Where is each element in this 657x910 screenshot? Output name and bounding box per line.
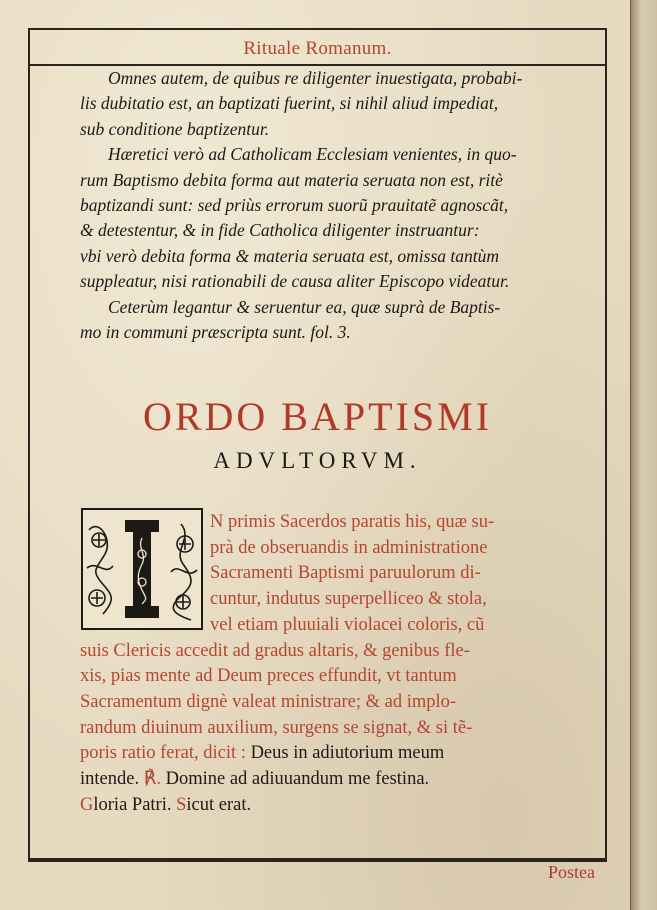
text-line: randum diuinum auxilium, surgens se signat, & si tẽ- xyxy=(80,717,473,738)
text-line: vbi verò debita forma & materia seruata est, omissa tantùm xyxy=(80,245,500,266)
rubric-paragraph-1 xyxy=(80,66,580,142)
prayer-text: loria Patri. xyxy=(93,794,172,815)
text-line: sub conditione baptizentur. xyxy=(80,118,270,139)
rubric-body xyxy=(80,510,580,818)
text-line: N primis Sacerdos paratis his, quæ su- xyxy=(210,512,495,532)
text-line: mo in communi præscripta sunt. fol. 3. xyxy=(80,322,351,343)
prayer-text: icut erat. xyxy=(186,794,252,815)
text-line: rum Baptismo debita forma aut materia seruata non est, ritè xyxy=(80,169,503,190)
text-line: Hæretici verò ad Catholicam Ecclesiam venientes, in quo- xyxy=(108,144,517,165)
text-line: vel etiam pluuiali violacei coloris, cũ xyxy=(210,614,485,635)
text-line: baptizandi sunt: sed priùs errorum suorũ prauitatẽ agnoscãt, xyxy=(80,195,509,216)
text-line xyxy=(80,793,580,819)
text-line: Ceterùm legantur & seruentur ea, quæ suprà de Baptis- xyxy=(108,296,501,317)
text-line: suppleatur, nisi rationabili de causa aliter Episcopo videatur. xyxy=(80,271,510,292)
red-initial: S xyxy=(176,794,187,815)
response-symbol: ℟. xyxy=(143,769,161,790)
text-line: suis Clericis accedit ad gradus altaris, & genibus fle- xyxy=(80,640,470,661)
running-head: Rituale Romanum. xyxy=(243,38,392,59)
prayer-text: Deus in adiutorium meum xyxy=(250,743,445,764)
text-line: lis dubitatio est, an baptizati fuerint, si nihil aliud impediat, xyxy=(80,93,499,114)
text-line: cuntur, indutus superpelliceo & stola, xyxy=(210,589,487,610)
text-line xyxy=(80,767,580,793)
text-line: Sacramentum dignè valeat ministrare; & ad implo- xyxy=(80,691,457,712)
text-line: Sacramenti Baptismi paruulorum di- xyxy=(210,563,481,584)
text-line xyxy=(80,741,580,767)
rubric-text: poris ratio ferat, dicit : xyxy=(80,743,246,764)
adjacent-page-edge xyxy=(630,0,657,910)
text-line: Omnes autem, de quibus re diligenter inuestigata, probabi- xyxy=(108,68,523,88)
section-subtitle: ADVLTORVM. xyxy=(213,448,422,473)
rubric-paragraph-3 xyxy=(80,295,580,346)
bottom-rule xyxy=(28,858,607,860)
prayer-text: intende. xyxy=(80,769,140,790)
text-line: xis, pias mente ad Deum preces effundit, vt tantum xyxy=(80,666,457,687)
text-line: prà de obseruandis in administratione xyxy=(210,537,488,558)
red-initial: G xyxy=(80,794,94,815)
catch-word: Postea xyxy=(548,862,595,882)
prayer-text: Domine ad adiuuandum me festina. xyxy=(165,769,430,790)
rubric-paragraph-2 xyxy=(80,142,580,294)
text-line: & detestentur, & in fide Catholica diligenter instruantur: xyxy=(80,220,480,241)
italic-rubric-block xyxy=(80,66,580,345)
section-title: ORDO BAPTISMI xyxy=(142,394,493,439)
